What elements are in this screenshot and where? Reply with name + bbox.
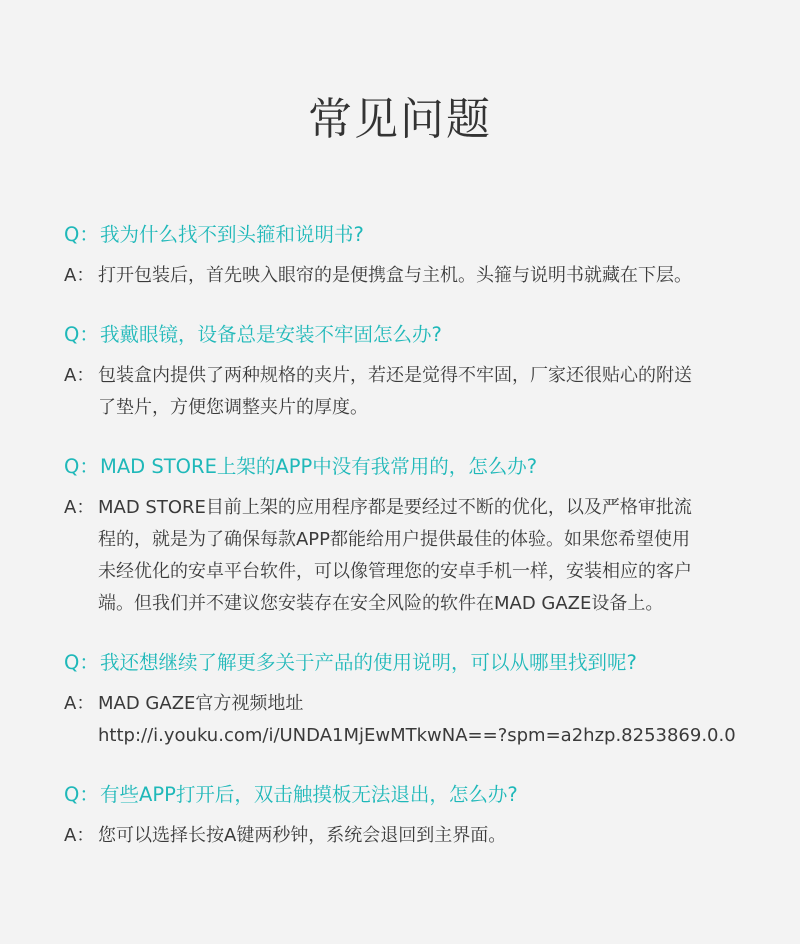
question-prefix: Q： [64,455,99,478]
video-url-text: http://i.youku.com/i/UNDA1MjEwMTkwNA==?spm=a2hzp.8253869.0.0 [98,725,736,746]
question-text: 我还想继续了解更多关于产品的使用说明，可以从哪里找到呢? [100,651,637,674]
answer-line: 程的，就是为了确保每款APP都能给用户提供最佳的体验。如果您希望使用 [98,529,691,550]
answer-line: 了垫片，方便您调整夹片的厚度。 [98,397,368,418]
question-text: 有些APP打开后，双击触摸板无法退出，怎么办? [100,783,518,806]
answer-line: MAD STORE目前上架的应用程序都是要经过不断的优化，以及严格审批流 [98,497,692,518]
answer-text [98,360,744,424]
faq-item-more-instructions [64,646,744,752]
answer-prefix: A： [64,825,95,846]
faq-answer [64,360,744,424]
question-prefix: Q： [64,783,99,806]
answer-prefix: A： [64,497,95,518]
faq-question [64,450,744,484]
faq-question [64,778,744,812]
answer-line: 打开包装后，首先映入眼帘的是便携盒与主机。头箍与说明书就藏在下层。 [98,265,692,286]
question-text: MAD STORE上架的APP中没有我常用的，怎么办? [100,455,538,478]
answer-line: MAD GAZE官方视频地址 [98,693,304,714]
faq-question [64,318,744,352]
answer-prefix: A： [64,265,95,286]
faq-item-mad-store-apps [64,450,744,620]
question-text: 我为什么找不到头箍和说明书? [100,223,364,246]
answer-line: 未经优化的安卓平台软件，可以像管理您的安卓手机一样，安装相应的客户 [98,561,692,582]
question-prefix: Q： [64,323,99,346]
answer-text [98,688,744,752]
answer-text [98,260,744,292]
question-prefix: Q： [64,651,99,674]
faq-item-glasses-fit [64,318,744,424]
page-title: 常见问题 [308,94,492,145]
faq-answer [64,260,744,292]
faq-item-app-exit [64,778,744,852]
answer-text [98,820,744,852]
answer-prefix: A： [64,693,95,714]
question-prefix: Q： [64,223,99,246]
faq-list [64,218,744,878]
faq-answer [64,688,744,752]
answer-line: 包装盒内提供了两种规格的夹片，若还是觉得不牢固，厂家还很贴心的附送 [98,365,692,386]
answer-line: 您可以选择长按A键两秒钟，系统会退回到主界面。 [98,825,507,846]
faq-question [64,646,744,680]
faq-answer [64,820,744,852]
answer-line: 端。但我们并不建议您安装存在安全风险的软件在MAD GAZE设备上。 [98,593,664,614]
answer-prefix: A： [64,365,95,386]
question-text: 我戴眼镜，设备总是安装不牢固怎么办? [100,323,442,346]
faq-answer [64,492,744,620]
faq-question [64,218,744,252]
faq-item-headband-manual [64,218,744,292]
answer-text [98,492,744,620]
